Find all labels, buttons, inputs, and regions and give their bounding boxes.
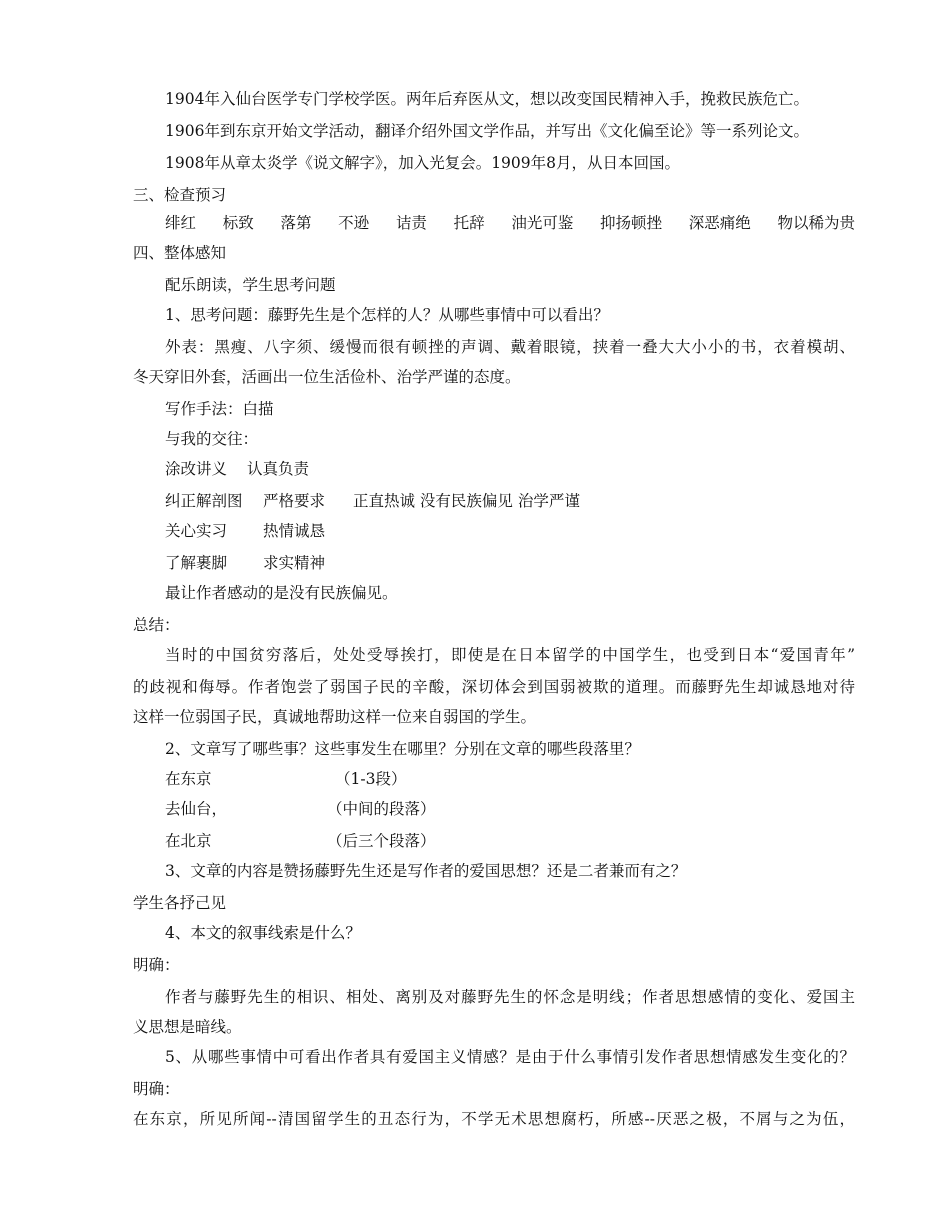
summary-label: 总结：: [133, 616, 180, 634]
trait-quality: 求实精神: [263, 554, 326, 572]
appearance-line-1: 外表：黑瘦、八字须、缓慢而很有顿挫的声调、戴着眼镜，挟着一叠大大小小的书，衣着模胡、: [165, 338, 855, 356]
vocab-word: 绯红: [165, 214, 197, 232]
summary-line-3: 这样一位弱国子民，真诚地帮助这样一位来自弱国的学生。: [133, 708, 537, 726]
clue-line-2: 义思想是暗线。: [133, 1018, 242, 1036]
place-name: 在东京: [165, 770, 212, 788]
question-3: 3、文章的内容是赞扬藤野先生还是写作者的爱国思想？还是二者兼而有之？: [165, 862, 687, 880]
question-1: 1、思考问题：藤野先生是个怎样的人？从哪些事情中可以看出？: [165, 306, 609, 324]
trait-quality: 热情诚恳: [263, 522, 326, 540]
vocab-word: 托辞: [453, 214, 485, 232]
section-heading-overview: 四、整体感知: [133, 244, 227, 262]
clue-line-1: 作者与藤野先生的相识、相处、离别及对藤野先生的怀念是明线；作者思想感情的变化、爱国主: [165, 988, 855, 1006]
trait-event: 关心实习: [165, 522, 228, 540]
line-1908: 1908年从章太炎学《说文解字》，加入光复会。1909年8月，从日本回国。: [165, 154, 681, 172]
vocab-list: [165, 213, 855, 233]
line-1904: 1904年入仙台医学专门学校学医。两年后弃医从文，想以改变国民精神入手，挽救民族危亡。: [165, 90, 809, 108]
section-heading-preview: 三、检查预习: [133, 186, 227, 204]
question-5: 5、从哪些事情中可看出作者具有爱国主义情感？是由于什么事情引发作者思想情感发生变化的？: [165, 1048, 855, 1066]
place-paragraphs: （后三个段落）: [327, 832, 436, 850]
place-paragraphs: （1-3段）: [335, 770, 407, 788]
vocab-word: 不逊: [338, 214, 370, 232]
line-music-reading: 配乐朗读，学生思考问题: [165, 276, 336, 294]
vocab-word: 物以稀为贵: [777, 214, 855, 232]
interaction-label: 与我的交往：: [165, 430, 259, 448]
question-4: 4、本文的叙事线索是什么？: [165, 924, 361, 942]
trait-quality: 认真负责: [247, 460, 310, 478]
trait-quality: 严格要求: [263, 492, 326, 510]
students-opinion: 学生各抒己见: [133, 894, 227, 912]
tokyo-line: 在东京，所见所闻--清国留学生的丑态行为，不学无术思想腐朽，所感--厌恶之极，不屑与之为伍，: [133, 1110, 855, 1128]
place-name: 在北京: [165, 832, 212, 850]
appearance-line-2: 冬天穿旧外套，活画出一位生活俭朴、治学严谨的态度。: [133, 368, 521, 386]
clarify-label: 明确：: [133, 1080, 180, 1098]
clarify-label: 明确：: [133, 956, 180, 974]
place-paragraphs: （中间的段落）: [327, 800, 436, 818]
vocab-word: 诘责: [395, 214, 427, 232]
vocab-word: 油光可鉴: [511, 214, 574, 232]
vocab-word: 深恶痛绝: [688, 214, 751, 232]
trait-event: 纠正解剖图: [165, 492, 243, 510]
line-1906: 1906年到东京开始文学活动，翻译介绍外国文学作品，并写出《文化偏至论》等一系列论文。: [165, 122, 809, 140]
most-moving-point: 最让作者感动的是没有民族偏见。: [165, 584, 398, 602]
trait-summary: 正直热诚 没有民族偏见 治学严谨: [353, 492, 580, 510]
vocab-word: 标致: [222, 214, 254, 232]
question-2: 2、文章写了哪些事？这些事发生在哪里？分别在文章的哪些段落里？: [165, 740, 640, 758]
place-name: 去仙台，: [165, 800, 228, 818]
summary-line-2: 的歧视和侮辱。作者饱尝了弱国子民的辛酸，深切体会到国弱被欺的道理。而藤野先生却诚恳地对待: [133, 678, 855, 696]
trait-event: 了解裹脚: [165, 554, 228, 572]
vocab-word: 落第: [280, 214, 312, 232]
vocab-word: 抑扬顿挫: [600, 214, 663, 232]
trait-event: 涂改讲义: [165, 460, 228, 478]
summary-line-1: 当时的中国贫穷落后，处处受辱挨打，即使是在日本留学的中国学生，也受到日本“爱国青年”: [165, 646, 855, 664]
writing-technique: 写作手法：白描: [165, 400, 274, 418]
